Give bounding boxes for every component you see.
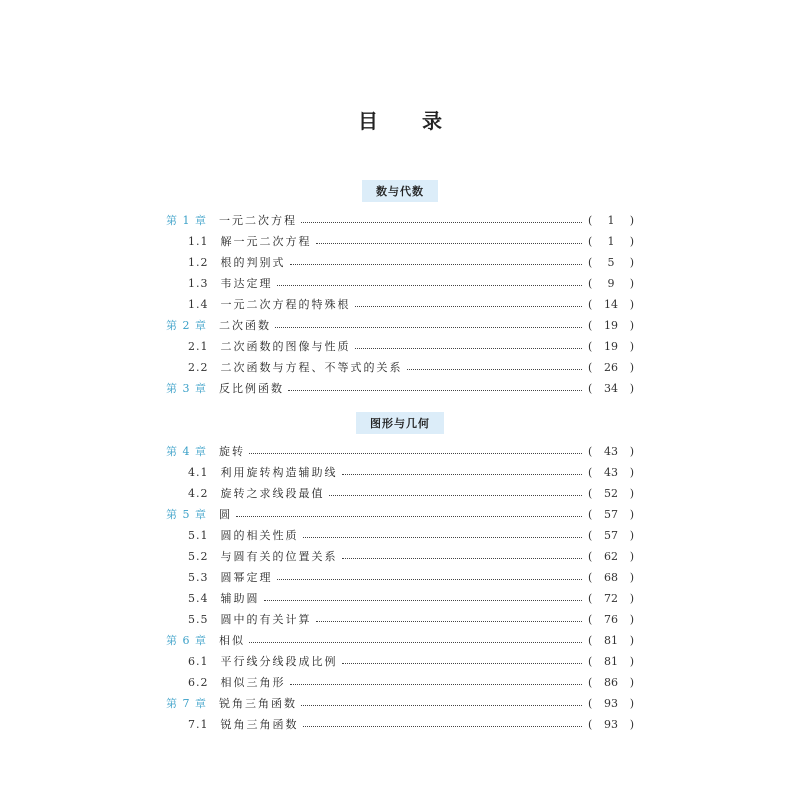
toc-section-entry[interactable]	[188, 567, 634, 587]
toc-section-entry[interactable]	[188, 525, 634, 545]
entry-title: 相似三角形	[220, 676, 286, 689]
page-value: 86	[604, 675, 618, 689]
bracket-close: )	[629, 276, 634, 290]
toc-section-entry[interactable]	[188, 294, 634, 314]
page-value: 81	[604, 633, 618, 647]
entry-number: 第 5 章	[166, 508, 207, 521]
section-heading: 图形与几何	[356, 412, 444, 434]
bracket-open: (	[588, 360, 593, 374]
entry-title: 旋转	[219, 445, 245, 458]
toc-section-entry[interactable]	[188, 714, 634, 734]
toc-section-entry[interactable]	[188, 357, 634, 377]
page-value: 57	[604, 528, 618, 542]
bracket-open: (	[588, 570, 593, 584]
dot-leader	[264, 600, 583, 601]
title-char: 目	[358, 109, 378, 133]
entry-number: 1.1	[188, 234, 209, 248]
dot-leader	[355, 306, 583, 307]
bracket-open: (	[588, 234, 593, 248]
bracket-close: )	[629, 591, 634, 605]
entry-number: 5.1	[188, 528, 209, 542]
bracket-open: (	[588, 549, 593, 563]
bracket-open: (	[588, 654, 593, 668]
page-value: 1	[607, 234, 615, 248]
page-number	[588, 445, 634, 458]
entry-number: 2.2	[188, 360, 209, 374]
toc-section-entry[interactable]	[188, 546, 634, 566]
bracket-open: (	[588, 318, 593, 332]
bracket-close: )	[629, 297, 634, 311]
page-number	[588, 613, 634, 626]
entry-title: 平行线分线段成比例	[220, 655, 338, 668]
bracket-close: )	[629, 528, 634, 542]
dot-leader	[342, 474, 583, 475]
page-number	[588, 529, 634, 542]
page-number	[588, 550, 634, 563]
toc-chapter-entry[interactable]	[166, 441, 634, 461]
page-value: 19	[604, 339, 618, 353]
page-value: 14	[604, 297, 618, 311]
entry-number: 7.1	[188, 717, 209, 731]
page-number	[588, 697, 634, 710]
dot-leader	[407, 369, 583, 370]
dot-leader	[236, 516, 582, 517]
entry-number: 5.4	[188, 591, 209, 605]
toc-section-entry[interactable]	[188, 609, 634, 629]
page-value: 5	[607, 255, 615, 269]
entry-number: 4.2	[188, 486, 209, 500]
title-char: 录	[422, 109, 442, 133]
entry-title: 二次函数	[219, 319, 271, 332]
dot-leader	[249, 453, 582, 454]
bracket-close: )	[629, 717, 634, 731]
page-number	[588, 235, 634, 248]
dot-leader	[355, 348, 583, 349]
toc-section-entry[interactable]	[188, 336, 634, 356]
dot-leader	[290, 264, 583, 265]
entry-number: 5.3	[188, 570, 209, 584]
page-value: 57	[604, 507, 618, 521]
bracket-close: )	[629, 339, 634, 353]
entry-title: 与圆有关的位置关系	[220, 550, 338, 563]
entry-title: 一元二次方程的特殊根	[220, 298, 351, 311]
entry-number: 1.3	[188, 276, 209, 290]
bracket-open: (	[588, 444, 593, 458]
bracket-close: )	[629, 570, 634, 584]
dot-leader	[316, 621, 583, 622]
entry-number: 第 4 章	[166, 445, 207, 458]
dot-leader	[277, 579, 583, 580]
entry-number: 第 7 章	[166, 697, 207, 710]
page-number	[588, 487, 634, 500]
toc-section-entry[interactable]	[188, 483, 634, 503]
entry-number: 1.2	[188, 255, 209, 269]
entry-number: 6.1	[188, 654, 209, 668]
bracket-close: )	[629, 612, 634, 626]
bracket-open: (	[588, 696, 593, 710]
page-number	[588, 571, 634, 584]
page-value: 62	[604, 549, 618, 563]
entry-number: 第 6 章	[166, 634, 207, 647]
section-heading: 数与代数	[362, 180, 438, 202]
bracket-close: )	[629, 654, 634, 668]
page-value: 76	[604, 612, 618, 626]
bracket-close: )	[629, 213, 634, 227]
bracket-open: (	[588, 213, 593, 227]
toc-chapter-entry[interactable]	[166, 210, 634, 230]
page-value: 93	[604, 696, 618, 710]
bracket-open: (	[588, 528, 593, 542]
page-number	[588, 382, 634, 395]
entry-title: 反比例函数	[219, 382, 284, 395]
page-value: 19	[604, 318, 618, 332]
bracket-open: (	[588, 486, 593, 500]
dot-leader	[249, 642, 582, 643]
toc-section-entry[interactable]	[188, 231, 634, 251]
page-value: 43	[604, 465, 618, 479]
page-number	[588, 466, 634, 479]
page-value: 1	[607, 213, 615, 227]
bracket-open: (	[588, 276, 593, 290]
entry-number: 2.1	[188, 339, 209, 353]
entry-number: 1.4	[188, 297, 209, 311]
entry-title: 韦达定理	[220, 277, 273, 290]
entry-number: 5.5	[188, 612, 209, 626]
dot-leader	[303, 537, 583, 538]
page-number	[588, 340, 634, 353]
entry-title: 圆	[219, 508, 232, 521]
entry-title: 解一元二次方程	[220, 235, 312, 248]
bracket-open: (	[588, 381, 593, 395]
bracket-close: )	[629, 360, 634, 374]
entry-title: 一元二次方程	[219, 214, 297, 227]
page-number	[588, 508, 634, 521]
dot-leader	[303, 726, 583, 727]
page-number	[588, 214, 634, 227]
bracket-close: )	[629, 549, 634, 563]
entry-title: 利用旋转构造辅助线	[220, 466, 338, 479]
entry-title: 锐角三角函数	[220, 718, 299, 731]
toc-chapter-entry[interactable]	[166, 378, 634, 398]
page-number	[588, 634, 634, 647]
bracket-open: (	[588, 612, 593, 626]
entry-title: 二次函数的图像与性质	[220, 340, 351, 353]
toc-chapter-entry[interactable]	[166, 504, 634, 524]
bracket-close: )	[629, 675, 634, 689]
dot-leader	[342, 558, 583, 559]
dot-leader	[342, 663, 583, 664]
dot-leader	[301, 222, 582, 223]
toc-section-entry[interactable]	[188, 252, 634, 272]
page-value: 68	[604, 570, 618, 584]
dot-leader	[288, 390, 582, 391]
toc-chapter-entry[interactable]	[166, 630, 634, 650]
entry-number: 6.2	[188, 675, 209, 689]
entry-number: 4.1	[188, 465, 209, 479]
bracket-close: )	[629, 486, 634, 500]
page-value: 43	[604, 444, 618, 458]
toc-chapter-entry[interactable]	[166, 315, 634, 335]
bracket-open: (	[588, 255, 593, 269]
page-number	[588, 655, 634, 668]
bracket-open: (	[588, 465, 593, 479]
entry-title: 圆的相关性质	[220, 529, 299, 542]
bracket-open: (	[588, 717, 593, 731]
page-number	[588, 592, 634, 605]
entry-title: 旋转之求线段最值	[220, 487, 325, 500]
toc-section-entry[interactable]	[188, 462, 634, 482]
bracket-open: (	[588, 591, 593, 605]
bracket-close: )	[629, 507, 634, 521]
bracket-close: )	[629, 696, 634, 710]
bracket-close: )	[629, 465, 634, 479]
entry-number: 第 2 章	[166, 319, 207, 332]
page-value: 9	[607, 276, 615, 290]
dot-leader	[316, 243, 583, 244]
entry-title: 二次函数与方程、不等式的关系	[220, 361, 403, 374]
toc-section-entry[interactable]	[188, 672, 634, 692]
dot-leader	[290, 684, 583, 685]
bracket-open: (	[588, 339, 593, 353]
page-value: 93	[604, 717, 618, 731]
page-number	[588, 256, 634, 269]
bracket-close: )	[629, 234, 634, 248]
bracket-close: )	[629, 381, 634, 395]
page-number	[588, 298, 634, 311]
entry-number: 第 1 章	[166, 214, 207, 227]
bracket-open: (	[588, 633, 593, 647]
page-number	[588, 361, 634, 374]
entry-title: 根的判别式	[220, 256, 286, 269]
toc-section-entry[interactable]	[188, 651, 634, 671]
bracket-open: (	[588, 507, 593, 521]
page-number	[588, 676, 634, 689]
entry-number: 第 3 章	[166, 382, 207, 395]
page-value: 26	[604, 360, 618, 374]
dot-leader	[329, 495, 583, 496]
bracket-open: (	[588, 675, 593, 689]
dot-leader	[275, 327, 582, 328]
entry-title: 相似	[219, 634, 245, 647]
toc-section-entry[interactable]	[188, 588, 634, 608]
toc-chapter-entry[interactable]	[166, 693, 634, 713]
bracket-close: )	[629, 255, 634, 269]
bracket-close: )	[629, 444, 634, 458]
page-value: 72	[604, 591, 618, 605]
dot-leader	[301, 705, 582, 706]
dot-leader	[277, 285, 583, 286]
bracket-close: )	[629, 318, 634, 332]
page-value: 34	[604, 381, 618, 395]
entry-title: 锐角三角函数	[219, 697, 297, 710]
page-value: 81	[604, 654, 618, 668]
entry-title: 辅助圆	[220, 592, 260, 605]
page-number	[588, 319, 634, 332]
page-title	[0, 105, 800, 134]
bracket-close: )	[629, 633, 634, 647]
page-value: 52	[604, 486, 618, 500]
page-number	[588, 277, 634, 290]
toc-section-entry[interactable]	[188, 273, 634, 293]
entry-title: 圆中的有关计算	[220, 613, 312, 626]
entry-title: 圆幂定理	[220, 571, 273, 584]
bracket-open: (	[588, 297, 593, 311]
entry-number: 5.2	[188, 549, 209, 563]
page-number	[588, 718, 634, 731]
